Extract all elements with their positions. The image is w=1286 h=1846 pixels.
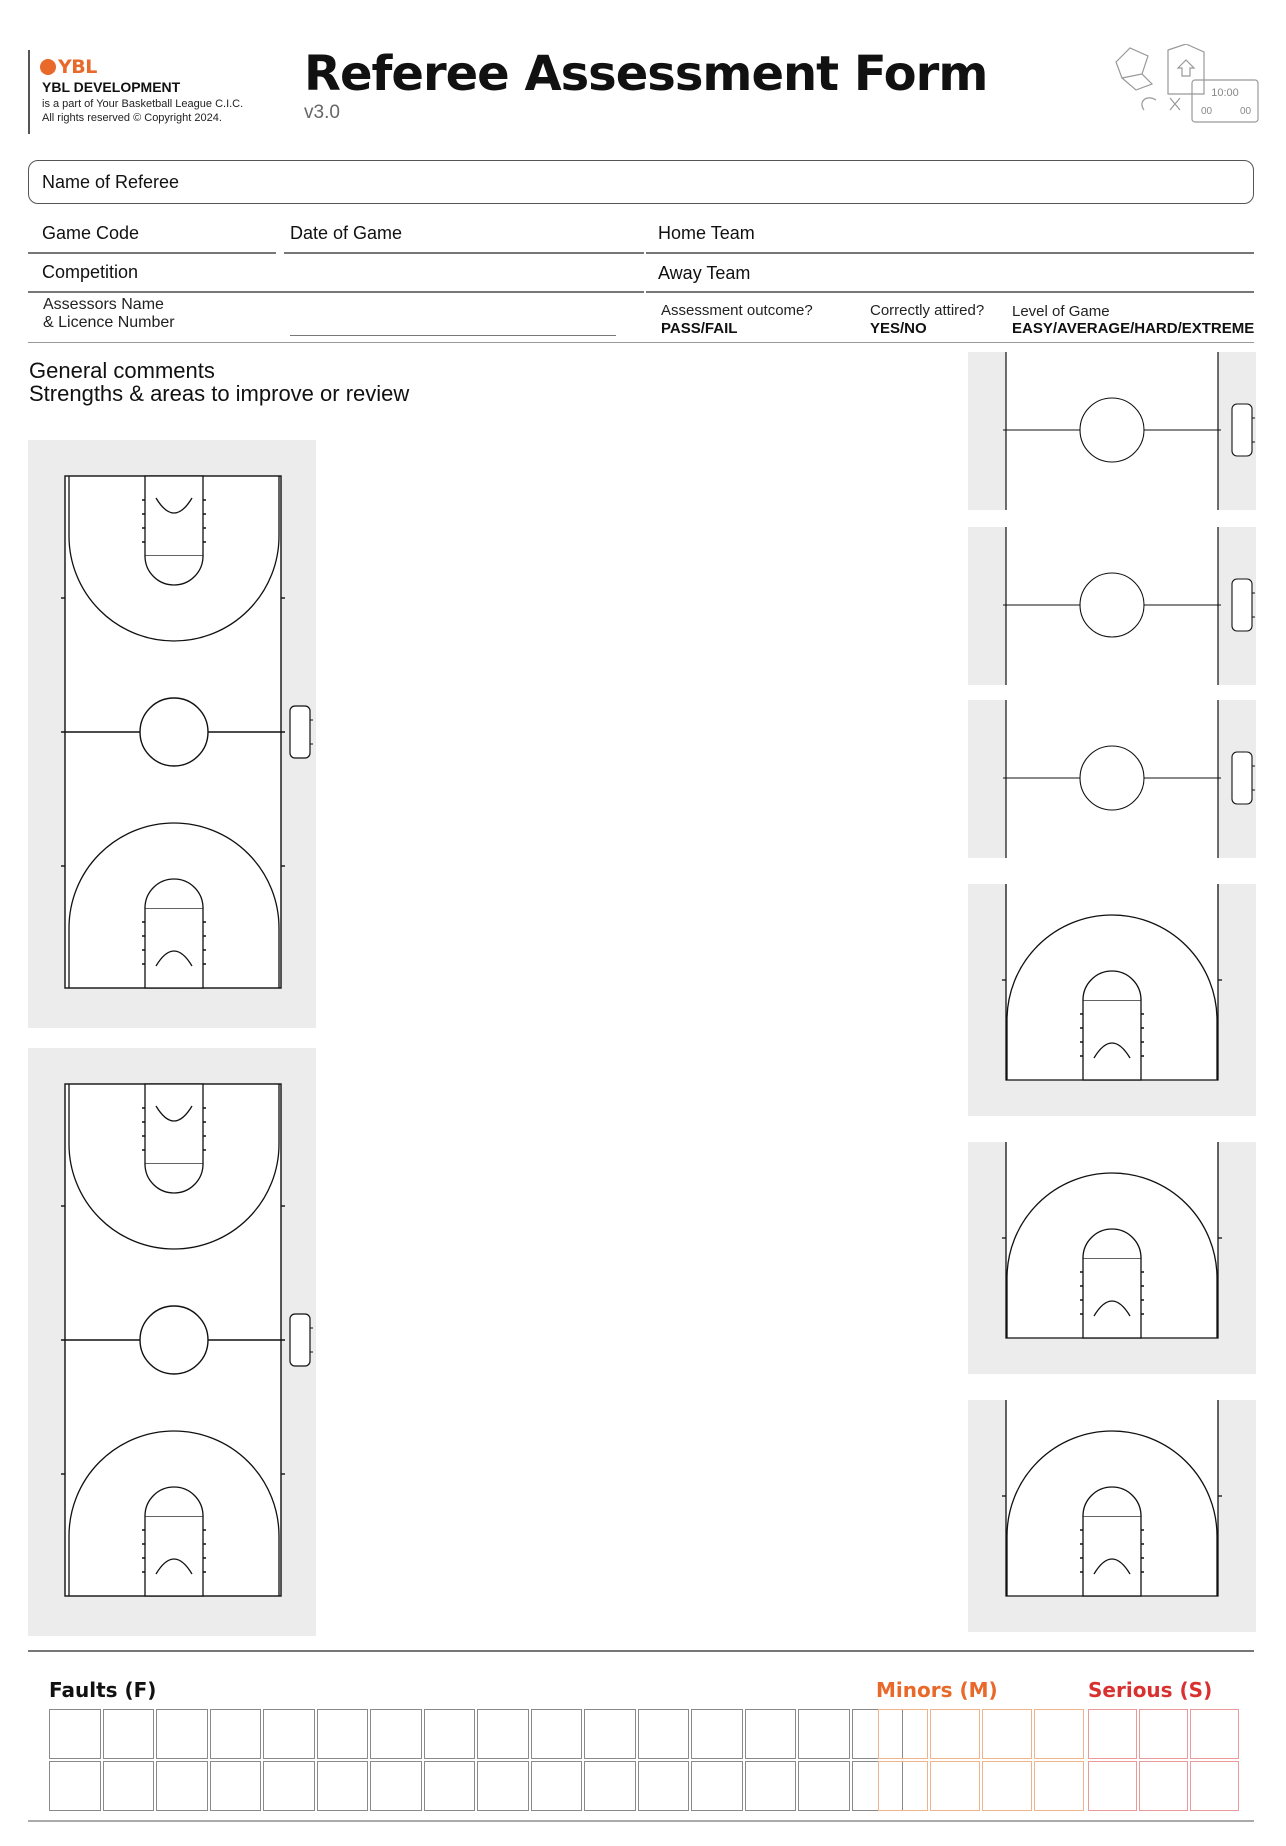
away-team-label: Away Team [658,263,751,283]
fault-tally-box[interactable] [638,1709,690,1759]
fault-tally-box[interactable] [49,1709,101,1759]
basketball-icon [40,59,56,75]
serious-tally-box[interactable] [1088,1709,1137,1759]
tally-divider-bottom [28,1820,1254,1822]
serious-tally-box[interactable] [1190,1761,1239,1811]
page-title: Referee Assessment Form [304,46,988,102]
fault-tally-box[interactable] [424,1761,476,1811]
assessor-name-label: Assessors Name [43,296,164,313]
fault-tally-box[interactable] [424,1709,476,1759]
referee-name-label: Name of Referee [42,172,180,192]
fault-tally-box[interactable] [103,1709,155,1759]
fault-tally-box[interactable] [745,1761,797,1811]
referee-equipment-illustration-icon [1108,44,1260,130]
minors-label: Minors (M) [876,1678,998,1702]
game-code-label: Game Code [42,223,140,243]
half-court-1[interactable] [968,884,1256,1116]
fault-tally-box[interactable] [745,1709,797,1759]
logo-text: YBL [58,56,97,78]
serious-grid [1088,1709,1239,1811]
comments-title: General comments [29,358,215,383]
fault-tally-box[interactable] [638,1761,690,1811]
level-of-game-options[interactable]: EASY/AVERAGE/HARD/EXTREME [1012,320,1255,337]
fault-tally-box[interactable] [210,1709,262,1759]
fault-tally-box[interactable] [370,1761,422,1811]
serious-tally-box[interactable] [1190,1709,1239,1759]
fault-tally-box[interactable] [477,1709,529,1759]
fault-tally-box[interactable] [798,1709,850,1759]
full-court-1[interactable] [28,440,316,1028]
assessor-licence-label: & Licence Number [43,314,175,331]
minor-tally-box[interactable] [982,1709,1032,1759]
copyright-text: All rights reserved © Copyright 2024. [42,112,222,124]
faults-label: Faults (F) [49,1678,157,1702]
minor-tally-box[interactable] [1034,1709,1084,1759]
date-of-game-label: Date of Game [290,223,403,243]
minor-tally-box[interactable] [930,1761,980,1811]
level-of-game-label: Level of Game [1012,303,1110,320]
home-team-field[interactable] [646,252,1254,254]
minor-tally-box[interactable] [982,1761,1032,1811]
referee-name-field[interactable] [28,160,1254,204]
minors-grid [878,1709,1084,1811]
fault-tally-box[interactable] [317,1761,369,1811]
centre-court-3[interactable] [968,700,1256,858]
fault-tally-box[interactable] [103,1761,155,1811]
assessment-outcome-options[interactable]: PASS/FAIL [661,320,738,337]
fault-tally-box[interactable] [691,1761,743,1811]
scoreboard-home: 00 [1201,106,1213,117]
fault-tally-box[interactable] [531,1709,583,1759]
serious-label: Serious (S) [1088,1678,1213,1702]
competition-field[interactable] [28,291,644,293]
fault-tally-box[interactable] [49,1761,101,1811]
tally-divider-top [28,1650,1254,1652]
away-team-field[interactable] [646,291,1254,293]
fault-tally-box[interactable] [317,1709,369,1759]
serious-tally-box[interactable] [1139,1761,1188,1811]
half-court-2[interactable] [968,1142,1256,1374]
comments-subtitle: Strengths & areas to improve or review [29,381,410,406]
minor-tally-box[interactable] [878,1761,928,1811]
minor-tally-box[interactable] [878,1709,928,1759]
minor-tally-box[interactable] [1034,1761,1084,1811]
assessor-name-field[interactable] [290,335,616,336]
fault-tally-box[interactable] [263,1761,315,1811]
game-code-field[interactable] [28,252,276,254]
competition-label: Competition [42,262,139,282]
home-team-label: Home Team [658,223,755,243]
serious-tally-box[interactable] [1088,1761,1137,1811]
fault-tally-box[interactable] [531,1761,583,1811]
fault-tally-box[interactable] [477,1761,529,1811]
minor-tally-box[interactable] [930,1709,980,1759]
centre-court-2[interactable] [968,527,1256,685]
fault-tally-box[interactable] [263,1709,315,1759]
serious-tally-box[interactable] [1139,1709,1188,1759]
fault-tally-box[interactable] [691,1709,743,1759]
scoreboard-away: 00 [1240,106,1252,117]
fault-tally-box[interactable] [156,1761,208,1811]
full-court-2[interactable] [28,1048,316,1636]
brand-divider [28,50,30,134]
fault-tally-box[interactable] [584,1761,636,1811]
fault-tally-box[interactable] [798,1761,850,1811]
org-name: YBL DEVELOPMENT [42,79,181,95]
fault-tally-box[interactable] [370,1709,422,1759]
centre-court-1[interactable] [968,352,1256,510]
half-court-3[interactable] [968,1400,1256,1632]
ybl-logo [40,56,97,78]
faults-grid [49,1709,903,1811]
attire-label: Correctly attired? [870,302,985,319]
fault-tally-box[interactable] [210,1761,262,1811]
org-tagline: is a part of Your Basketball League C.I.C. [42,98,244,110]
scoreboard-clock: 10:00 [1211,87,1239,99]
attire-options[interactable]: YES/NO [870,320,927,337]
fault-tally-box[interactable] [156,1709,208,1759]
date-of-game-field[interactable] [284,252,644,254]
version-label: v3.0 [304,102,340,123]
assessment-outcome-label: Assessment outcome? [661,302,813,319]
fields-divider [28,342,1254,343]
fault-tally-box[interactable] [584,1709,636,1759]
